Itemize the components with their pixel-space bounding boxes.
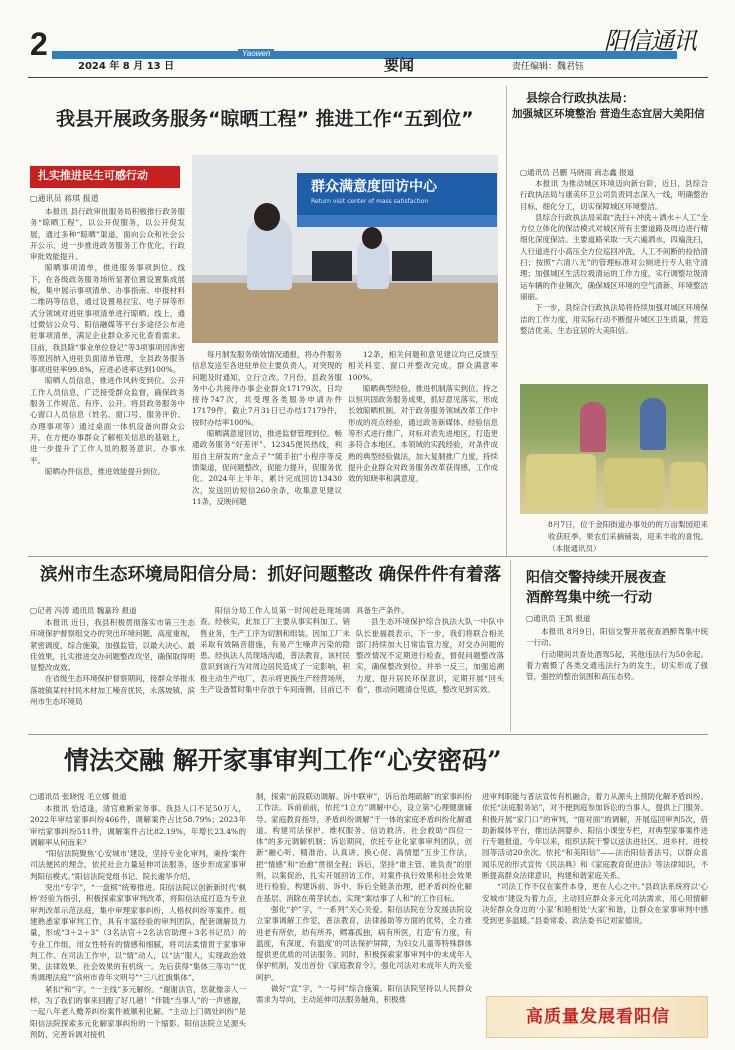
article4-headline-line1: 阳信交警持续开展夜查 <box>526 570 666 586</box>
paragraph: “司法工作不仅在案件本身，更在人心之中。”县政法系统将以‘心安城市’建设为着力点，主动回应群众多元化司法需求，用心用情解决好群众身边的‘小家’和睦相处‘大家’和谐，让群众在家事审判中感受到更多温暖。”县委常委、政法委书记刘家德说。 <box>482 882 708 926</box>
article1-byline: ▢通讯员 蒋琪 报道 <box>30 194 99 203</box>
article2-headline-line1: 县综合行政执法局： <box>526 91 635 105</box>
article3-col2 <box>200 605 350 729</box>
paragraph: 紧扣“和”字，“一主线”多元解纷。“谢谢法官，您就像亲人一样，为了我们的事来回跑了好几趟！”伴随“当事人”的一声感谢，一起八年老人赡养纠纷案件被顺利化解。“主动上门调处纠纷”是阳信法院探索多元化解家事纠纷的一个缩影。阳信法院立足源头预防，完善诉调对接机 <box>30 984 246 1039</box>
photo-basket <box>604 458 664 508</box>
paragraph: “阳信法院聚焦‘心安城市’建设，坚持专业化审判，秉持‘案件司法便民的理念，依托社会力量延伸司法服务，逐步形成家事审判阳信模式。”阳信法院党组书记、院长谢华介绍。 <box>30 849 246 881</box>
article4-headline <box>526 568 716 608</box>
photo-banner-text: 群众满意度回访中心 <box>311 179 437 195</box>
article4-headline-line2: 酒醉驾集中统一行动 <box>526 590 652 606</box>
paragraph: 突出“专字”，“一盘棋”统筹推进。阳信法院以创新新时代‘枫桥’经验为指引，积极探索家事审判改革，将阳信法庭打造为专业审判改革示范法庭，集中审理家事纠纷，人格权纠纷等案件。组建熟悉家事审判工作，具有丰富经验的审判团队，配套调解员力量，形成“3＋2＋3”（3名法官＋2名法官助理＋3名书记员）的专业工作组，用女性特有的情感和细腻，将司法柔情贯于家事审判工作。在司法工作中，以“情”动人，以“法”服人，实现政治效果、法律效果、社会效果的有机统一。先后获得“集体三等功”“优秀调理法庭”“滨州市青年文明号”“三八红旗集体”。 <box>30 883 246 983</box>
paragraph: 12条，相关问题和意见建议均已反馈至相关科室、窗口并整改完成，群众满意率100%。 <box>348 350 498 382</box>
photo-banner-en: Return visit center of mass satisfaction <box>311 198 429 205</box>
issue-date: 2024 年 8 月 13 日 <box>78 61 175 72</box>
paragraph: 具备生产条件。 <box>356 606 409 615</box>
article2-photo-caption: 8月7日，位于金阳街道办事处的的万亩梨园迎来收获旺季。果农们采摘铺装，迎来丰收的喜悦。（本报通讯员） <box>548 520 708 553</box>
paragraph: 本报讯 恰适逢，清官难断家务事。我县人口不足50万人，2022年审结家事纠纷466件，调解案件占比58.79%；2023年审结家事纠纷511件，调解案件占比82.19%，年增长23.4%的调解率从何而来？ <box>30 804 246 847</box>
paragraph: 晾晒典型经验，推进机制落实到位。持之以恒巩固政务服务成果，抓好意见落实，形成长效晾晒机制。对于政务服务领域改革工作中形成的亮点经验，通过政务新媒体、经验信息等形式进行推广，对标对表先进地区，打造更多符合本地区、本领域的实践经验，对条件成熟的典型经验做法，加大复制推广力度，持续提升企业群众对政务服务改革获得感，工作成效的知晓率和满意度。 <box>348 383 498 484</box>
article1-col2 <box>192 349 342 549</box>
paper-name: 阳信通讯 <box>604 27 696 55</box>
article1-tag-line <box>30 186 180 188</box>
photo-banner-strip <box>297 215 497 227</box>
editor: 责任编辑：魏君钰 <box>512 62 585 72</box>
article4-byline: ▢通讯员 王凯 报道 <box>526 614 591 623</box>
page-number: 2 <box>30 26 48 62</box>
photo-person-head <box>254 203 280 231</box>
article2-byline: ▢通讯员 吕鹏 马晓雨 商志鑫 报道 <box>520 168 635 177</box>
paragraph: 晾晒办件信息，推进效能提升到位。 <box>45 466 165 476</box>
article1-photo <box>192 155 498 343</box>
paragraph: 每月制发服务绩效情况通报，将办件服务信息发送至各进驻单位主要负责人，对突现的问题及时通知，立行立改。7月份，县政务服务中心共接待办事企业群众17179次，日均接待747次，共受理各类服务申请办件17179件，截止7月31日已办结17179件，按时办结率100%。 <box>192 350 342 427</box>
article1-tag <box>30 166 180 186</box>
paragraph: 县综合行政执法局采取“洗扫＋冲洗＋洒水＋人工”全方位立体化的保洁模式对城区所有主要道路及周边进行精细化深度保洁。主要道路采取一天六遍洒水，四遍洗扫，人行道进行小高压全方位巡回冲洗，人工不间断的捡拾清扫；按照“六清八无”的管理标准对公厕进行专人驻守清理；加强城区生活垃圾清运的工作力度，实行调整垃圾清运车辆的作业频次，确保城区环境的空气清新、环境整洁丽丽。 <box>520 212 708 301</box>
paragraph: 进审判职能与普法宣传有机融合，着力从源头上预防化解矛盾纠纷。依托“法庭服务站”，对不便到庭参加诉讼的当事人，提供上门服务。积极开展“家门口”的审判，“面对面”的调解，开展巡回审判5次，借助新媒体平台，推出法润婴乡、阳信小课堂专栏，对典型家事案件进行专题报道。今年以来，组织法院干警以送法进社区、进乡村、进校园等活动20余次。依托“和美阳信”——法治阳信普法号，以群众喜闻乐见的形式宣传《民法典》和《家庭教育促进法》等法律知识，不断提高群众法律意识，构建和谐家庭关系。 <box>482 792 708 881</box>
paragraph: 本报讯 8月9日，阳信交警开展夜查酒醉驾集中统一行动。 <box>526 627 708 648</box>
masthead <box>0 0 735 78</box>
paragraph: 晾晒事项清单，推进服务事项到位。线下，在各级政务服务场所显著位置设置集成展板，集中展示事项清单、办事指南、申报材料二维码等信息，通过设置易拉宝、电子屏等形式分领域对进驻事项清单进行晾晒。线上，通过微信公众号、阳信融媒等平台多途径公布进驻事项清单，满足企业群众多元化查看需求。目前，我县除“事业单位登记”等3项事项因涉密等原因纳入进驻负面清单管理，全县政务服务事项进驻率99.8%，应进必进率达到100%。 <box>30 263 185 375</box>
photo-person-head <box>362 227 382 249</box>
article5-col2 <box>256 791 472 1040</box>
paragraph: 晾晒人员信息，推进作风转变到位。公开工作人员信息，广泛接受群众监督，确保政务服务工作规范、有序、公开。将县政务服务中心窗口人员信息（姓名、窗口号、服务评价、办理事项等）通过桌面一体机设备向群众公开，在方便办事群众了解相关信息的基础上，进一步提升了工作人员的服务意识、办事水平。 <box>30 376 185 465</box>
article1-headline: 我县开展政务服务“晾晒工程” 推进工作“五到位” <box>56 108 474 130</box>
photo-basket <box>670 462 706 508</box>
article5-headline: 情法交融 解开家事审判工作“心安密码” <box>64 746 502 775</box>
paragraph: 阳信分局工作人员第一时间赶赴现场调查。经核实，此加工厂主要从事实料加工、销售业务，生产工序为切割和组装。因加工厂未采取有效隔音措施，有易产生噪声污染的隐患。经执法人员现场沟通，普法教育，该村民意识到该行为对周边居民造成了一定影响，积极主动生产电厂，表示将更换生产经营场所，生产设备暂时集中存放于车间南侧，目前已不 <box>200 606 350 695</box>
photo-desk <box>192 283 498 343</box>
paragraph: 晾晒满意度回访，推进监督管理到位。畅通政务服务“好差评”、12345便民热线，利用自主研发的“金点子”“随手拍”小程序等反馈渠道，促问题整改，促能力提升，促服务优化。2024年上半年，累计完成回访13430次，发送回访短信260余条，收集意见建议11条，反映问题 <box>192 429 342 506</box>
section-en: Yaowen <box>238 49 274 59</box>
paragraph: 本报讯 近日，我县积极贯彻落实市第三生态环境保护督察组交办的突出环境问题，高度重视，紧密调度，综合施策，加强监管，以最大决心、最佳效果，扎实推进交办问题整改攻坚，确保取得明显整改成效。 <box>30 618 195 673</box>
paragraph: 下一步，县综合行政执法局将持续加强对城区环境保洁的工作力度，用实际行动不断提升城区卫生质量，营造整洁优美、生态宜居的大美阳信。 <box>520 303 708 335</box>
photo-person <box>640 398 666 450</box>
paragraph: 在省级生态环境保护督察期间，接群众举报永落坡镇某村村民木材加工噪音扰民，永落坡镇、滨州市生态环境局 <box>30 674 195 707</box>
article1-tag-text: 扎实推进民生可感行动 <box>38 169 148 182</box>
photo-basket <box>526 454 596 509</box>
photo-monitor <box>392 251 432 281</box>
article3-byline: ▢记者 冯涛 通讯员 魏嘉玲 报道 <box>30 606 137 615</box>
paragraph: 本报讯 为推动城区环境迈向新台阶，近日，县综合行政执法局与康美环卫公司负责同志深入一线，明确整治目标，细化分工，切实保障城区环境整洁。 <box>520 179 708 211</box>
article2-body <box>520 178 708 380</box>
article5-col1 <box>30 803 246 1040</box>
article1-col3 <box>348 349 498 549</box>
article1-col1 <box>30 206 185 546</box>
promo-banner <box>486 996 708 1038</box>
paragraph: 本报讯 县行政审批服务局积极推行政务服务“晾晒工程”，以公开促服务，以公开促发展，通过多种“晾晒”渠道，面向公众和社会公开公示，进一步推进政务服务工作优化，行政审批效能提升。 <box>30 207 185 262</box>
article5-byline: ▢通讯员 张晓悦 毛立娜 报道 <box>30 792 127 801</box>
article2-headline <box>512 90 708 122</box>
paragraph: 行动期间共查处酒驾5起，其他违法行为50余起。着力震慑了各类交通违法行为的发生，切实形成了强管，强控的整治氛围和高压态势。 <box>526 649 708 682</box>
article2-photo <box>520 384 708 514</box>
section-bar <box>52 51 677 59</box>
paragraph: 县生态环境保护综合执法大队一中队中队长崔福晨表示，下一步，我们将联合相关部门持续加大日常监管力度，对交办问题的整改情况不定期进行检查，督促问题整改落实，确保整改到位。并举一反三，加强追溯力度，提升居民环保意识，定期开展“回头看”，推动问题清仓见底，整改见到实效。 <box>356 617 504 695</box>
section-title: 要闻 <box>384 56 415 74</box>
paragraph: 强化“护”字，“一系列”关心关爱。阳信法院在分发援法院设立家事调解工作室，普法教育，法律援助等方面的优势，全力推进老有所依，幼有所养，鳏寡孤独，病有所医，打造‘有力度，有温度，有深度，有温度’的司法保护屏障，为妇女儿童等特殊群体提供更优质的司法服务。同时，积极探索家事审判中的未成年人保护机制，发出首份《家庭教育令》，强化司法对未成年人的关爱呵护。 <box>256 904 472 982</box>
photo-banner <box>297 173 497 215</box>
article3-col1 <box>30 617 195 729</box>
article3-col3 <box>356 605 504 729</box>
article3-headline: 滨州市生态环境局阳信分局：抓好问题整改 确保件件有着落 <box>40 565 502 585</box>
article4-body <box>526 626 708 730</box>
paragraph: 制，探索“前段联动调解、诉中联审”，诉后治理疏解”的家事纠纷工作法。诉前前前，依托“1立方”调解中心，设立第“心理健康辅导、家庭教育指导，矛盾纠纷调解”于一体的家庭矛盾纠纷化解通道。构建司法保护、维权服务、信访救济、社会救助“四位一体”的多元调解机制；诉讼期间，依托专业化家事审判团队，创新“融心听、精准治、认真讲、换心促、高情愿”五步工作法，把“情感”和“治愈”贯彻全程；诉后，坚持“谁主管、谁负责”的原则，以案促治，扎实开展回访工作，对案件执行效果和社会效果进行检验，构建诉前、诉中、诉后全链条治理，把矛盾纠纷化解在基层、消除在萌芽状态。实现“案结事了人和”的工作目标。 <box>256 792 472 903</box>
paragraph: 做好“宣”字，“一号问”综合施策。阳信法院坚持以人民群众需求为导向，主动延伸司法服务触角，积极推 <box>256 984 472 1005</box>
article2-headline-line2: 加强城区环境整治 营造生态宜居大美阳信 <box>512 108 705 120</box>
photo-monitor <box>312 251 352 281</box>
photo-person <box>580 402 606 452</box>
promo-banner-text: 高质量发展看阳信 <box>526 1007 670 1027</box>
article5-col3 <box>482 791 708 991</box>
